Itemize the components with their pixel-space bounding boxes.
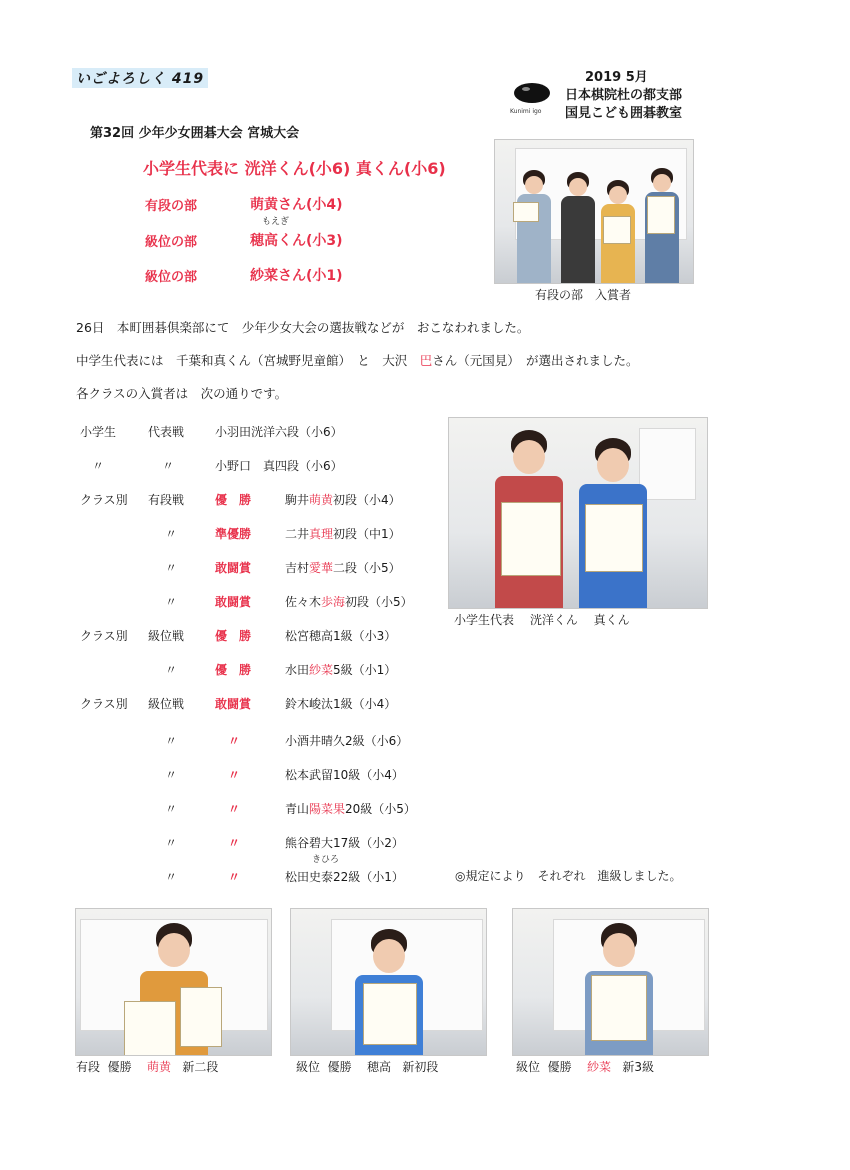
go-stone-logo-icon bbox=[513, 82, 551, 104]
photo-dan-winners bbox=[494, 139, 694, 284]
result-event: 有段戦 bbox=[148, 493, 185, 507]
photo-caption: 有段の部 入賞者 bbox=[535, 288, 632, 302]
result-name-part: 熊谷碧大17級（小2） bbox=[285, 836, 404, 850]
division-label: 級位の部 bbox=[145, 270, 198, 285]
result-name-part: 初段（小4） bbox=[333, 493, 401, 507]
result-name-part: 松田史泰22級（小1） bbox=[285, 870, 404, 884]
result-name bbox=[215, 457, 343, 474]
result-name-part: 二井 bbox=[285, 527, 310, 541]
photo-caption bbox=[76, 1058, 218, 1075]
result-name-highlight: 萌黄 bbox=[309, 493, 334, 507]
event-title: 第32回 少年少女囲碁大会 宮城大会 bbox=[90, 126, 300, 141]
caption-part: 新初段 bbox=[402, 1060, 439, 1074]
result-category: 小学生 bbox=[80, 425, 117, 439]
caption-part: 優勝 bbox=[547, 1060, 572, 1074]
result-event: 級位戦 bbox=[148, 697, 185, 711]
result-category: クラス別 bbox=[80, 493, 128, 507]
caption-part: 優勝 bbox=[107, 1060, 132, 1074]
result-name-part: 吉村 bbox=[285, 561, 310, 575]
result-event: 〃 bbox=[165, 527, 178, 541]
result-name bbox=[285, 800, 416, 817]
furigana: きひろ bbox=[312, 855, 340, 865]
result-name-part: 駒井 bbox=[285, 493, 310, 507]
furigana: もえぎ bbox=[262, 217, 290, 227]
result-name bbox=[285, 695, 396, 712]
result-name-part: 鈴木峻汰1級（小4） bbox=[285, 697, 397, 711]
result-name-part: 20級（小5） bbox=[345, 802, 416, 816]
result-name bbox=[285, 766, 404, 783]
result-event: 〃 bbox=[165, 734, 178, 748]
result-name-highlight: 陽菜果 bbox=[309, 802, 346, 816]
result-name-part: 初段（小5） bbox=[345, 595, 413, 609]
result-name-part: 小野口 真四段（小6） bbox=[215, 459, 343, 473]
result-name bbox=[215, 423, 343, 440]
result-name bbox=[285, 627, 396, 644]
caption-part: 優勝 bbox=[327, 1060, 352, 1074]
promotion-note: ◎規定により それぞれ 進級しました。 bbox=[455, 869, 682, 883]
result-award: 準優勝 bbox=[215, 527, 252, 541]
newsletter-title: いごよろしく 419 bbox=[72, 68, 208, 88]
result-award: 〃 bbox=[228, 734, 241, 748]
result-name bbox=[285, 661, 396, 678]
body-line: 26日 本町囲碁倶楽部にて 少年少女大会の選抜戦などが おこなわれました。 bbox=[76, 320, 530, 335]
result-event: 〃 bbox=[165, 663, 178, 677]
result-event: 〃 bbox=[165, 561, 178, 575]
caption-part: 級位 bbox=[516, 1060, 541, 1074]
result-name-part: 初段（中1） bbox=[333, 527, 401, 541]
result-award: 敢闘賞 bbox=[215, 561, 252, 575]
representatives-line: 小学生代表に 洸洋くん(小6) 真くん(小6) bbox=[143, 159, 446, 178]
caption-name: 穂高 bbox=[366, 1060, 391, 1074]
result-award: 優 勝 bbox=[215, 663, 252, 677]
caption-name: 萌黄 bbox=[146, 1060, 171, 1074]
result-name-highlight: 歩海 bbox=[321, 595, 346, 609]
body-line bbox=[76, 351, 639, 369]
photo-caption bbox=[296, 1058, 438, 1075]
body-line: 各クラスの入賞者は 次の通りです。 bbox=[76, 386, 288, 401]
result-event: 〃 bbox=[165, 836, 178, 850]
caption-name: 紗菜 bbox=[586, 1060, 611, 1074]
caption-part: 級位 bbox=[296, 1060, 321, 1074]
division-label: 級位の部 bbox=[145, 235, 198, 250]
issue-date: 2019 5月 bbox=[585, 70, 648, 85]
result-name-part: 5級（小1） bbox=[333, 663, 397, 677]
body-line-part: 中学生代表には 千葉和真くん（宮城野児童館） と 大沢 bbox=[76, 353, 420, 368]
caption-part: 新二段 bbox=[182, 1060, 219, 1074]
result-award: 優 勝 bbox=[215, 629, 252, 643]
photo-caption bbox=[516, 1058, 654, 1075]
result-name-part: 青山 bbox=[285, 802, 310, 816]
result-award: 敢闘賞 bbox=[215, 595, 252, 609]
result-name bbox=[285, 868, 404, 885]
body-line-highlight: 巴 bbox=[419, 353, 433, 368]
result-name bbox=[285, 525, 401, 542]
division-winner: 紗菜さん(小1) bbox=[250, 268, 343, 284]
result-name bbox=[285, 491, 401, 508]
result-award: 優 勝 bbox=[215, 493, 252, 507]
result-name-part: 二段（小5） bbox=[333, 561, 401, 575]
division-winner: 萌黄さん(小4) bbox=[250, 197, 343, 213]
result-event: 〃 bbox=[165, 768, 178, 782]
result-name-highlight: 紗菜 bbox=[309, 663, 334, 677]
division-label: 有段の部 bbox=[145, 199, 198, 214]
result-award: 〃 bbox=[228, 836, 241, 850]
photo-representatives bbox=[448, 417, 708, 609]
result-category: クラス別 bbox=[80, 697, 128, 711]
result-name bbox=[285, 834, 404, 851]
result-name-highlight: 真理 bbox=[309, 527, 334, 541]
result-name bbox=[285, 559, 401, 576]
result-name-part: 小羽田洸洋六段（小6） bbox=[215, 425, 343, 439]
org-name: 日本棋院杜の都支部 bbox=[565, 88, 683, 103]
result-name bbox=[285, 732, 408, 749]
result-event: 〃 bbox=[165, 870, 178, 884]
result-award: 〃 bbox=[228, 870, 241, 884]
result-event: 〃 bbox=[165, 595, 178, 609]
result-award: 敢闘賞 bbox=[215, 697, 252, 711]
result-name-part: 松本武留10級（小4） bbox=[285, 768, 404, 782]
result-name-part: 水田 bbox=[285, 663, 310, 677]
body-line-part: さん（元国見） が選出されました。 bbox=[432, 353, 639, 368]
result-name-part: 小酒井晴久2級（小6） bbox=[285, 734, 409, 748]
result-event: 級位戦 bbox=[148, 629, 185, 643]
result-event: 〃 bbox=[162, 459, 175, 473]
class-name: 国見こども囲碁教室 bbox=[565, 106, 683, 121]
result-award: 〃 bbox=[228, 768, 241, 782]
result-category: クラス別 bbox=[80, 629, 128, 643]
photo-kyu-champion-hodaka bbox=[290, 908, 487, 1056]
result-name-part: 佐々木 bbox=[285, 595, 322, 609]
result-name-highlight: 愛華 bbox=[309, 561, 334, 575]
result-award: 〃 bbox=[228, 802, 241, 816]
result-name-part: 松宮穂高1級（小3） bbox=[285, 629, 397, 643]
result-event: 〃 bbox=[165, 802, 178, 816]
caption-part: 有段 bbox=[76, 1060, 101, 1074]
result-category: 〃 bbox=[92, 459, 105, 473]
logo-text: Kunimi igo bbox=[510, 108, 542, 115]
division-winner: 穂高くん(小3) bbox=[250, 233, 343, 249]
caption-part: 新3級 bbox=[622, 1060, 655, 1074]
result-name bbox=[285, 593, 413, 610]
result-event: 代表戦 bbox=[148, 425, 185, 439]
photo-dan-champion bbox=[75, 908, 272, 1056]
photo-kyu-champion-sana bbox=[512, 908, 709, 1056]
photo-caption: 小学生代表 洸洋くん 真くん bbox=[454, 613, 630, 627]
